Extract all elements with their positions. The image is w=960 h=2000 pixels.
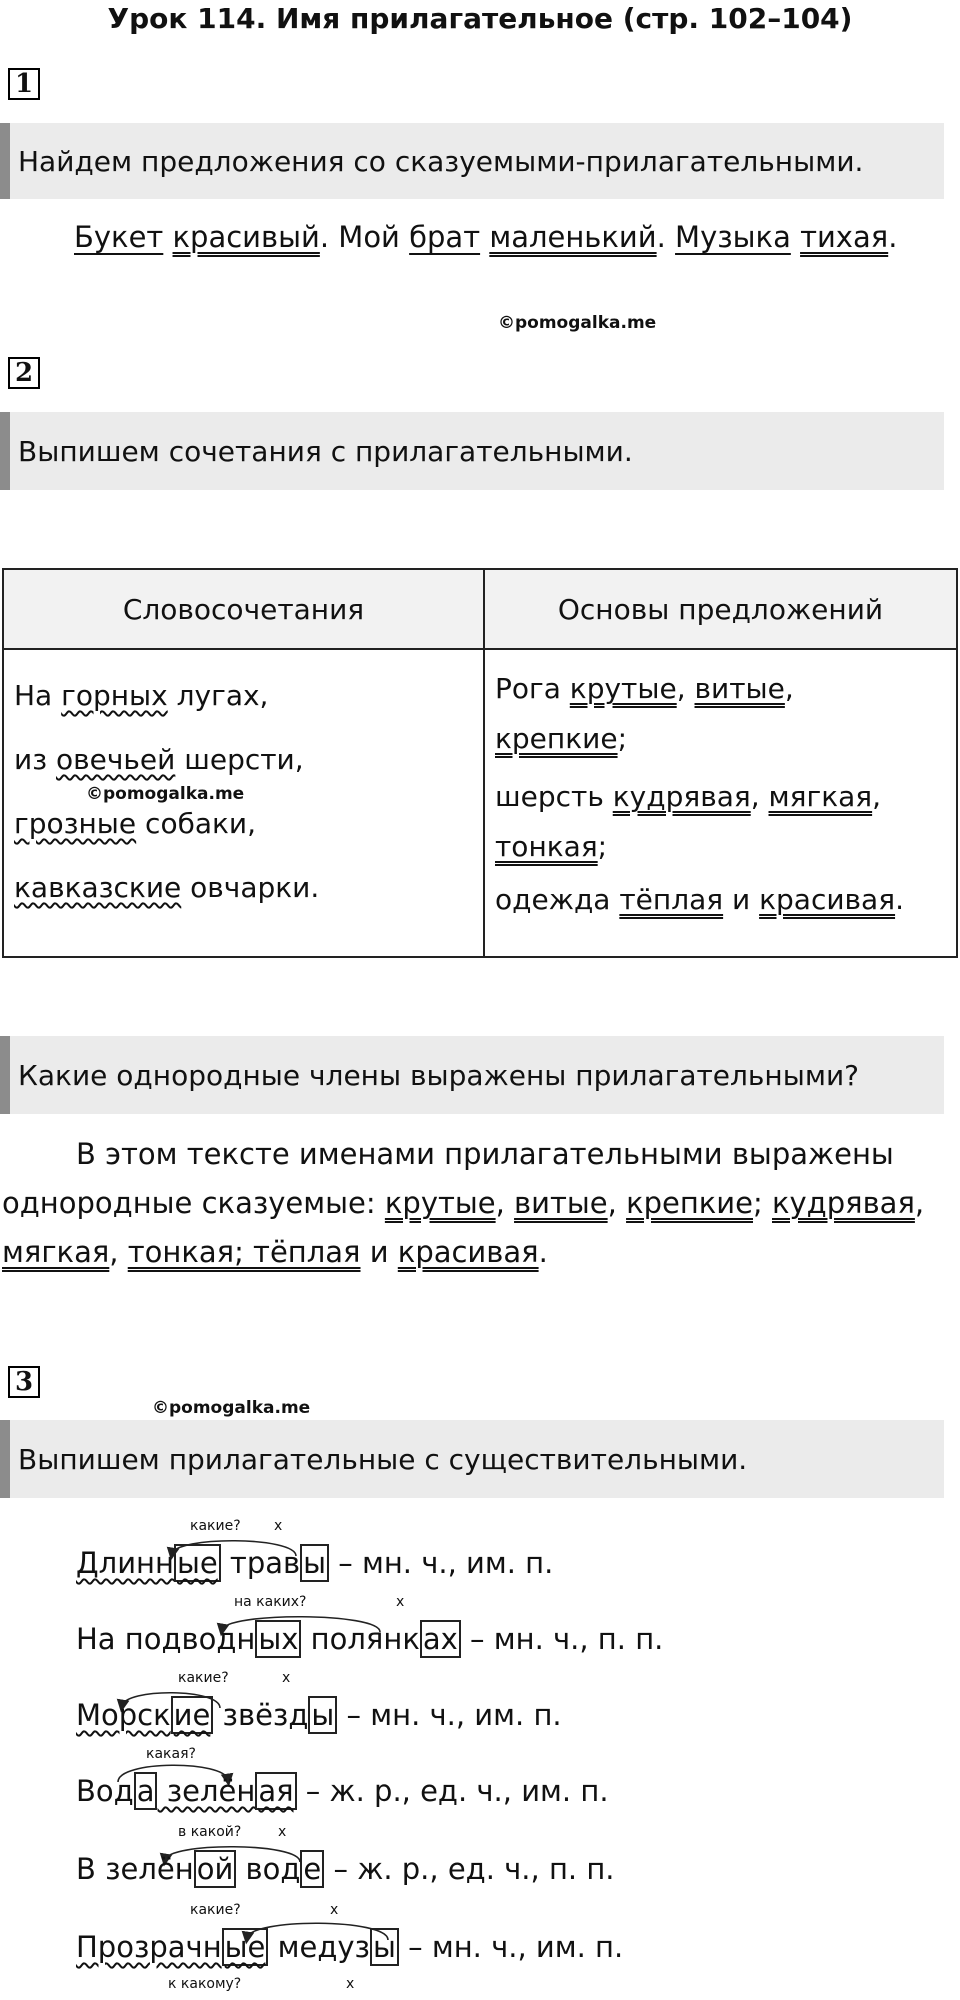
predicate-word: маленький — [489, 220, 657, 254]
cross-mark: х — [278, 1824, 287, 1840]
task2-prompt: Выпишем сочетания с прилагательными. — [0, 412, 944, 490]
phrase-row: Морск ие звёзд ы – мн. ч., им. п. — [76, 1698, 562, 1732]
subject-word: брат — [409, 220, 481, 254]
ending-box: ах — [420, 1620, 461, 1658]
ending-box: ы — [370, 1928, 399, 1966]
question-label: в какой? — [178, 1824, 242, 1840]
phrase-row: Вод а зелён ая – ж. р., ед. ч., им. п. — [76, 1774, 609, 1808]
page-title: Урок 114. Имя прилагательное (стр. 102–104) — [107, 2, 853, 35]
list-item: Рога крутые, витые, — [495, 672, 794, 705]
watermark: ©pomogalka.me — [152, 1398, 311, 1418]
task3-prompt: Выпишем прилагательные с существительными. — [0, 1420, 944, 1498]
list-item: из овечьей шерсти, — [14, 743, 304, 776]
table-header: Словосочетания — [3, 569, 484, 649]
ending-box: ые — [174, 1544, 221, 1582]
ending-box: ы — [308, 1696, 337, 1734]
subject-word: Музыка — [675, 220, 791, 254]
task1-sentences: Букет красивый. Мой брат маленький. Музыка тихая. — [74, 220, 898, 254]
ending-box: ой — [194, 1850, 237, 1888]
task-number-2: 2 — [8, 357, 40, 389]
phrase-row: На подводн ых полянк ах – мн. ч., п. п. — [76, 1622, 664, 1656]
list-item: крепкие; — [495, 722, 627, 755]
list-item: тонкая; — [495, 830, 608, 863]
phrase-row: Длинн ые трав ы – мн. ч., им. п. — [76, 1546, 554, 1580]
question-label: к какому? — [168, 1976, 242, 1992]
cross-mark: х — [346, 1976, 355, 1992]
ending-box: а — [134, 1772, 158, 1810]
table-header: Основы предложений — [484, 569, 957, 649]
ending-box: ие — [171, 1696, 214, 1734]
task1-prompt: Найдем предложения со сказуемыми-прилагательными. — [0, 123, 944, 199]
ending-box: ых — [255, 1620, 301, 1658]
question-label: какие? — [178, 1670, 229, 1686]
task2-question: Какие однородные члены выражены прилагательными? — [0, 1036, 944, 1114]
list-item: грозные собаки, — [14, 807, 257, 840]
predicate-word: красивый — [172, 220, 320, 254]
phrase-row: Прозрачн ые медуз ы – мн. ч., им. п. — [76, 1930, 624, 1964]
question-label: какая? — [146, 1746, 196, 1762]
watermark: ©pomogalka.me — [498, 313, 657, 333]
task-number-1: 1 — [8, 68, 40, 100]
ending-box: ая — [255, 1772, 296, 1810]
cross-mark: х — [274, 1518, 283, 1534]
ending-box: ы — [300, 1544, 329, 1582]
ending-box: ые — [222, 1928, 269, 1966]
task2-answer: В этом тексте именами прилагательными выражены однородные сказуемые: крутые, витые, крепкие; кудрявая, мягкая, тонкая; тёплая и красивая. — [2, 1137, 925, 1269]
watermark: ©pomogalka.me — [86, 784, 245, 804]
predicate-word: тихая — [800, 220, 889, 254]
task-number-3: 3 — [8, 1366, 40, 1398]
list-item: На горных лугах, — [14, 679, 269, 712]
question-label: какие? — [190, 1902, 241, 1918]
ending-box: е — [300, 1850, 324, 1888]
subject-word: Букет — [74, 220, 164, 254]
question-label: какие? — [190, 1518, 241, 1534]
question-label: на каких? — [234, 1594, 307, 1610]
cross-mark: х — [330, 1902, 339, 1918]
list-item: одежда тёплая и красивая. — [495, 883, 904, 916]
list-item: шерсть кудрявая, мягкая, — [495, 780, 882, 813]
list-item: кавказские овчарки. — [14, 871, 320, 904]
arrow — [172, 1541, 296, 1556]
cross-mark: х — [282, 1670, 291, 1686]
phrase-row: В зелён ой вод е – ж. р., ед. ч., п. п. — [76, 1852, 615, 1886]
cross-mark: х — [396, 1594, 405, 1610]
